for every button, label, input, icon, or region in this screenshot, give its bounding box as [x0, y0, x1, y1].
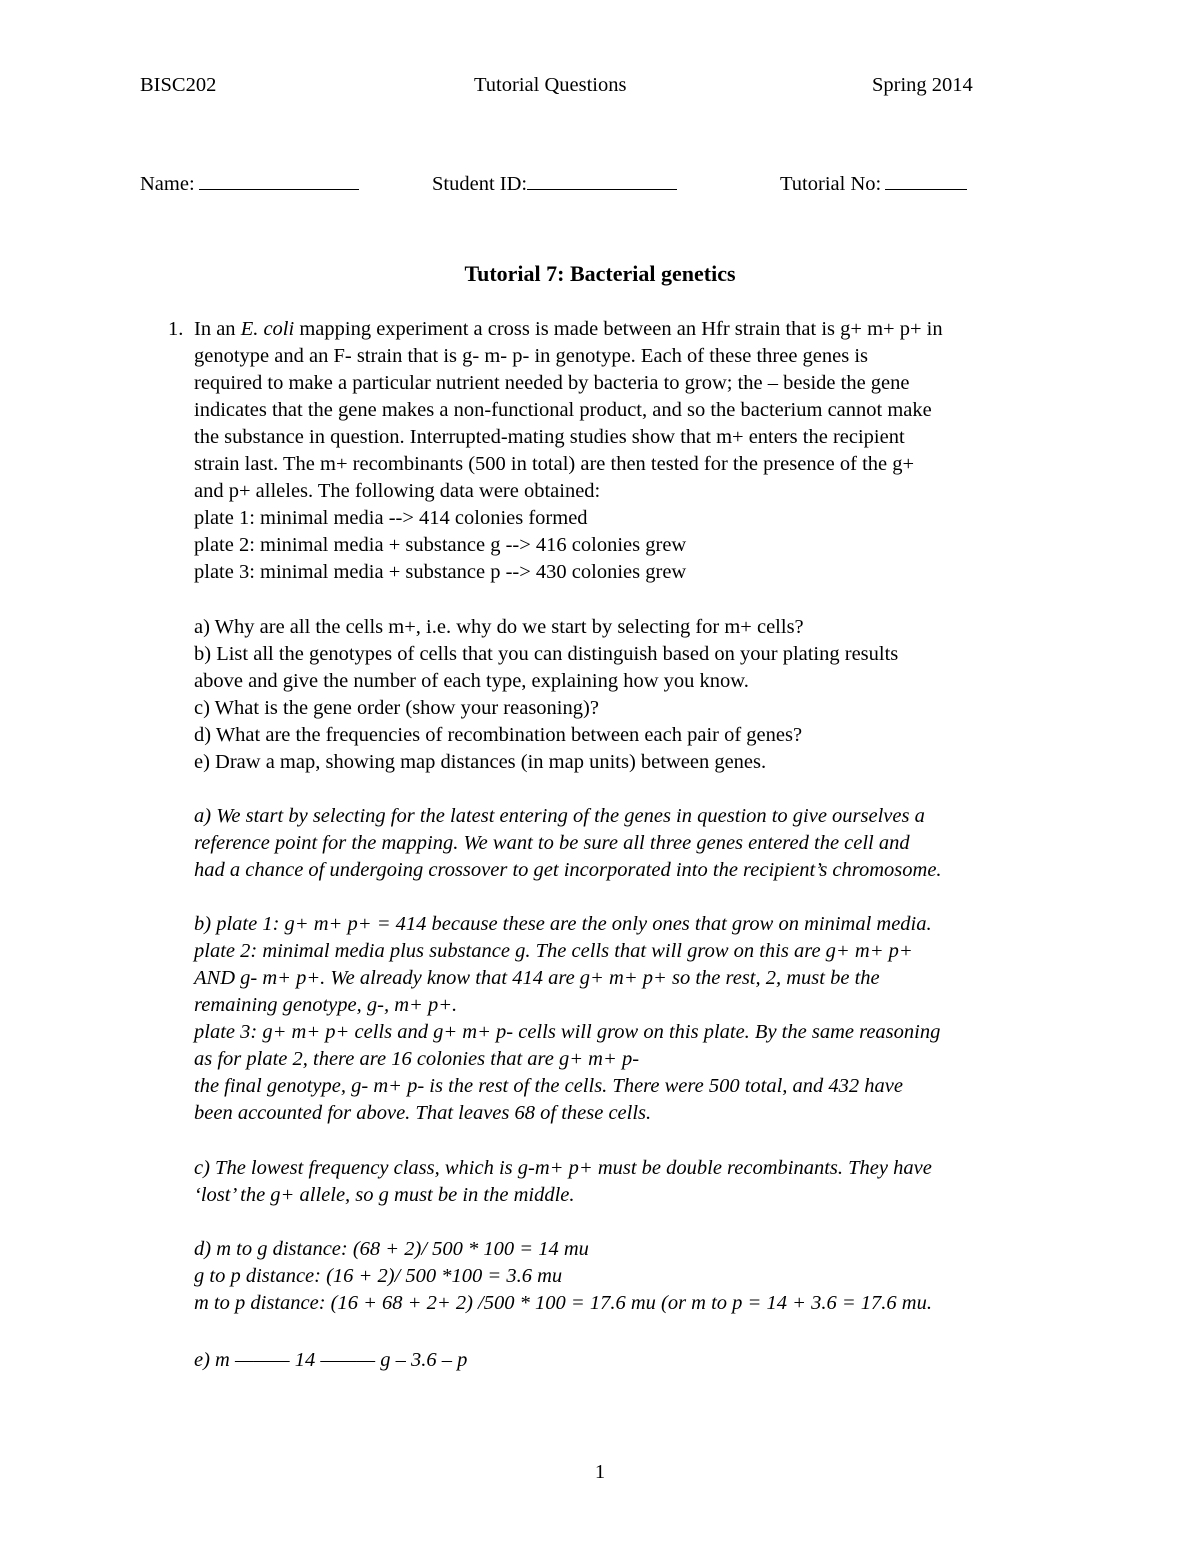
answer-e	[194, 1347, 467, 1374]
answer-line: plate 3: g+ m+ p+ cells and g+ m+ p- cells will grow on this plate. By the same reasoning	[194, 1021, 941, 1043]
document-type: Tutorial Questions	[474, 74, 627, 96]
question-part: b) List all the genotypes of cells that you can distinguish based on your plating results	[194, 643, 899, 665]
question-part: a) Why are all the cells m+, i.e. why do we start by selecting for m+ cells?	[194, 616, 804, 638]
page-number: 1	[594, 1461, 606, 1483]
question-line: required to make a particular nutrient needed by bacteria to grow; the – beside the gene	[194, 372, 910, 394]
question-line: the substance in question. Interrupted-mating studies show that m+ enters the recipient	[194, 426, 905, 448]
answer-d	[194, 1236, 932, 1317]
answer-line: c) The lowest frequency class, which is g-m+ p+ must be double recombinants. They have	[194, 1157, 932, 1179]
plate-data-line: plate 3: minimal media + substance p --> 430 colonies grew	[194, 561, 687, 583]
answer-line: had a chance of undergoing crossover to get incorporated into the recipient’s chromosome.	[194, 859, 942, 881]
question-intro	[194, 316, 943, 586]
question-line: In an E. coli mapping experiment a cross is made between an Hfr strain that is g+ m+ p+ in	[194, 318, 943, 340]
tutorial-no-blank[interactable]	[885, 169, 967, 190]
species-name: E. coli	[240, 318, 295, 340]
answer-line: as for plate 2, there are 16 colonies that are g+ m+ p-	[194, 1048, 640, 1070]
question-part: e) Draw a map, showing map distances (in map units) between genes.	[194, 751, 767, 773]
answer-line: plate 2: minimal media plus substance g. The cells that will grow on this are g+ m+ p+	[194, 940, 913, 962]
plate-data-line: plate 1: minimal media --> 414 colonies formed	[194, 507, 588, 529]
name-label: Name:	[140, 173, 195, 195]
answer-line: d) m to g distance: (68 + 2)/ 500 * 100 = 14 mu	[194, 1238, 589, 1260]
plate-data-line: plate 2: minimal media + substance g --> 416 colonies grew	[194, 534, 687, 556]
tutorial-no-label: Tutorial No:	[780, 173, 882, 195]
student-id-label: Student ID:	[432, 173, 528, 195]
answer-line: the final genotype, g- m+ p- is the rest of the cells. There were 500 total, and 432 have	[194, 1075, 903, 1097]
answer-line: ‘lost’ the g+ allele, so g must be in the middle.	[194, 1184, 575, 1206]
answer-b	[194, 911, 940, 1127]
answer-line: remaining genotype, g-, m+ p+.	[194, 994, 458, 1016]
student-id-field	[432, 169, 677, 198]
page-title: Tutorial 7: Bacterial genetics	[464, 261, 736, 286]
tutorial-no-field	[780, 169, 967, 198]
answer-a	[194, 803, 942, 884]
answer-line: g to p distance: (16 + 2)/ 500 *100 = 3.6 mu	[194, 1265, 563, 1287]
question-number: 1.	[168, 318, 184, 340]
question-part: above and give the number of each type, explaining how you know.	[194, 670, 749, 692]
question-line: strain last. The m+ recombinants (500 in total) are then tested for the presence of the g+	[194, 453, 915, 475]
answer-line: m to p distance: (16 + 68 + 2+ 2) /500 * 100 = 17.6 mu (or m to p = 14 + 3.6 = 17.6 mu.	[194, 1292, 932, 1314]
question-parts	[194, 614, 898, 776]
term: Spring 2014	[872, 74, 973, 96]
question-part: d) What are the frequencies of recombination between each pair of genes?	[194, 724, 803, 746]
answer-line: been accounted for above. That leaves 68 of these cells.	[194, 1102, 652, 1124]
gene-map-line: e) m ——— 14 ——— g – 3.6 – p	[194, 1349, 468, 1371]
answer-c	[194, 1155, 932, 1209]
question-line: genotype and an F- strain that is g- m- p- in genotype. Each of these three genes is	[194, 345, 869, 367]
student-id-blank[interactable]	[527, 169, 677, 190]
name-field	[140, 169, 359, 198]
course-code: BISC202	[140, 74, 217, 96]
answer-line: b) plate 1: g+ m+ p+ = 414 because these are the only ones that grow on minimal media.	[194, 913, 932, 935]
question-line: indicates that the gene makes a non-functional product, and so the bacterium cannot make	[194, 399, 932, 421]
question-line: and p+ alleles. The following data were obtained:	[194, 480, 601, 502]
question-part: c) What is the gene order (show your reasoning)?	[194, 697, 599, 719]
name-blank[interactable]	[199, 169, 359, 190]
answer-line: reference point for the mapping. We want to be sure all three genes entered the cell and	[194, 832, 910, 854]
answer-line: AND g- m+ p+. We already know that 414 are g+ m+ p+ so the rest, 2, must be the	[194, 967, 880, 989]
answer-line: a) We start by selecting for the latest entering of the genes in question to give ourselves a	[194, 805, 925, 827]
